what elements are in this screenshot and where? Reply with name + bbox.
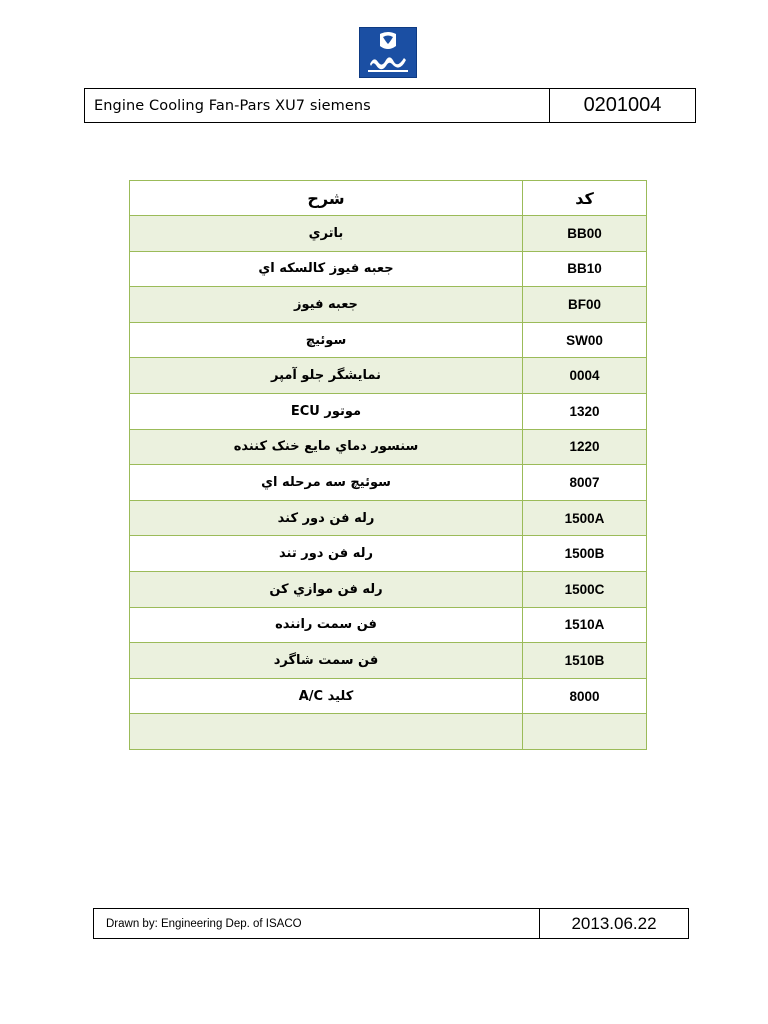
- row-code: 1510A: [523, 607, 647, 643]
- document-date: 2013.06.22: [571, 913, 657, 933]
- row-description: [130, 714, 523, 750]
- row-description: جعبه فيوز: [130, 287, 523, 323]
- table-row: [130, 429, 647, 465]
- row-description: رله فن دور کند: [130, 500, 523, 536]
- document-title: Engine Cooling Fan-Pars XU7 siemens: [85, 89, 550, 122]
- row-description: سوئيچ سه مرحله اي: [130, 465, 523, 501]
- row-code: 1320: [523, 393, 647, 429]
- code-table: [129, 180, 647, 750]
- header-description: شرح: [130, 181, 523, 216]
- row-code: 8000: [523, 678, 647, 714]
- table-row: [130, 216, 647, 252]
- table-row: [130, 643, 647, 679]
- table-row: [130, 465, 647, 501]
- row-code: BF00: [523, 287, 647, 323]
- row-code: 1500B: [523, 536, 647, 572]
- table-row: [130, 500, 647, 536]
- row-description: باتري: [130, 216, 523, 252]
- row-code: 1220: [523, 429, 647, 465]
- header-box: [84, 88, 696, 123]
- isaco-logo: [359, 27, 417, 78]
- table-row: [130, 287, 647, 323]
- row-code: BB10: [523, 251, 647, 287]
- row-code: 1500A: [523, 500, 647, 536]
- table-row: [130, 322, 647, 358]
- isaco-logo-icon: [360, 28, 416, 77]
- row-description: سوئيچ: [130, 322, 523, 358]
- table-row: [130, 678, 647, 714]
- row-code: BB00: [523, 216, 647, 252]
- drawn-by-label: Drawn by: Engineering Dep. of ISACO: [94, 909, 540, 938]
- table-row: [130, 714, 647, 750]
- table-row: [130, 571, 647, 607]
- table-row: [130, 393, 647, 429]
- table-row: [130, 536, 647, 572]
- row-description: رله فن دور تند: [130, 536, 523, 572]
- row-code: [523, 714, 647, 750]
- row-description: سنسور دماي مايع خنک کننده: [130, 429, 523, 465]
- row-code: 1510B: [523, 643, 647, 679]
- row-code: SW00: [523, 322, 647, 358]
- row-description: رله فن موازي کن: [130, 571, 523, 607]
- footer-box: [93, 908, 689, 939]
- table-row: [130, 358, 647, 394]
- row-code: 1500C: [523, 571, 647, 607]
- row-description: فن سمت شاگرد: [130, 643, 523, 679]
- header-code: کد: [523, 181, 647, 216]
- row-description: کليد A/C: [130, 678, 523, 714]
- row-description: فن سمت راننده: [130, 607, 523, 643]
- table-row: [130, 251, 647, 287]
- table-header-row: [130, 181, 647, 216]
- row-description: نمايشگر جلو آمپر: [130, 358, 523, 394]
- table-row: [130, 607, 647, 643]
- document-code: 0201004: [583, 94, 662, 116]
- row-code: 8007: [523, 465, 647, 501]
- row-description: جعبه فيوز کالسکه اي: [130, 251, 523, 287]
- row-code: 0004: [523, 358, 647, 394]
- row-description: موتور ECU: [130, 393, 523, 429]
